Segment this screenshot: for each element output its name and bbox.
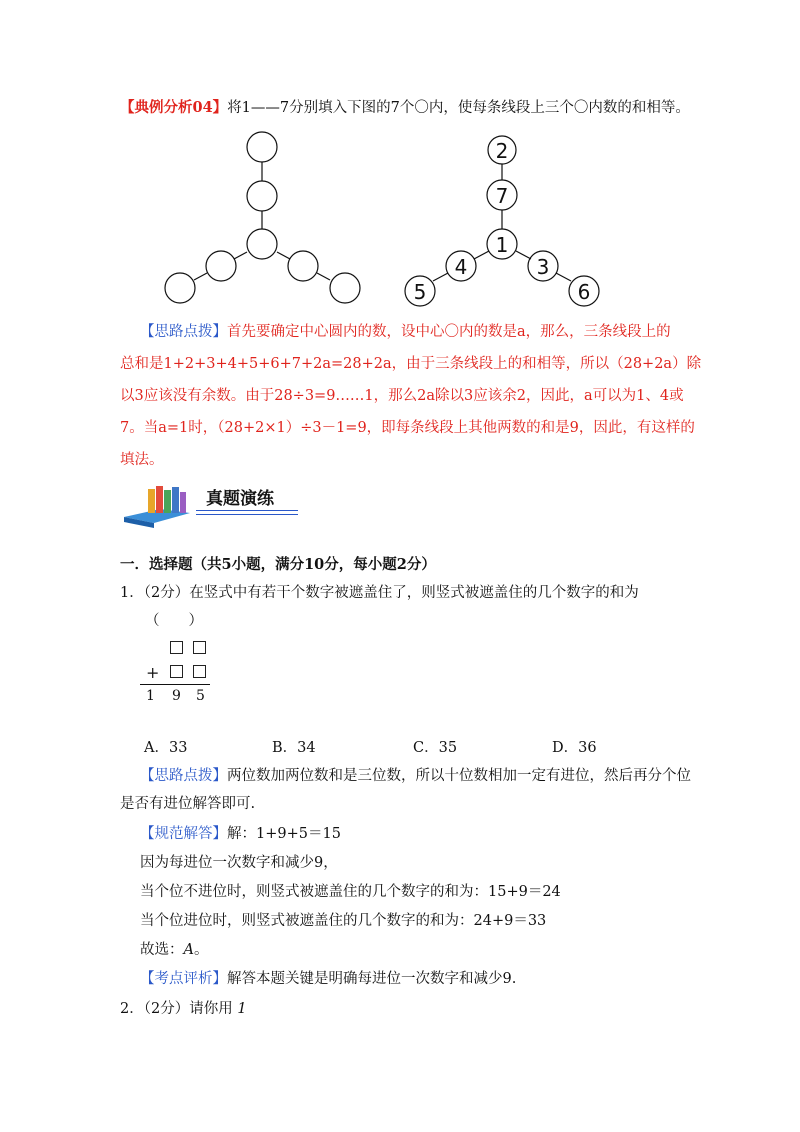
intro-text: 将1——7分别填入下图的7个〇内，使每条线段上三个〇内数的和相等。 <box>227 100 690 116</box>
q1-hint-tag: 【思路点拨】 <box>140 768 227 784</box>
filled-num-left-outer: 5 <box>413 280 427 304</box>
result-digit: 9 <box>172 688 181 704</box>
filled-num-upper: 7 <box>495 184 509 208</box>
banner-underline <box>196 510 298 511</box>
result-digit: 1 <box>146 688 155 704</box>
option-c[interactable]: C．35 <box>413 740 458 756</box>
empty-circle-left-outer <box>165 273 195 303</box>
option-d[interactable]: D．36 <box>552 740 597 756</box>
intro-line <box>120 98 690 118</box>
q1-answer-line3: 当个位不进位时，则竖式被遮盖住的几个数字的和为：15+9＝24 <box>140 884 561 900</box>
covered-digit-box <box>193 641 206 654</box>
empty-circle-upper <box>247 181 277 211</box>
hint-tag: 【思路点拨】 <box>140 324 227 340</box>
star-diagrams <box>150 125 630 315</box>
q1-eval-line: 【考点评析】解答本题关键是明确每进位一次数字和减少9. <box>140 971 517 987</box>
covered-digit-box <box>193 665 206 678</box>
q1-answer-tag: 【规范解答】 <box>140 826 227 842</box>
q1-hint-line2: 是否有进位解答即可. <box>120 796 256 812</box>
filled-num-top: 2 <box>495 139 509 163</box>
covered-digit-box <box>170 641 183 654</box>
hint-line-3: 以3应该没有余数。由于28÷3=9……1，那么2a除以3应该余2，因此，a可以为1、4或 <box>120 388 684 404</box>
empty-circle-top <box>247 132 277 162</box>
q2-stem: 2．（2分）请你用 1 <box>120 1001 247 1017</box>
hint-line-4: 7。当a=1时，（28+2×1）÷3－1=9，即每条线段上其他两数的和是9，因此，有这样的 <box>120 420 695 436</box>
q1-stem-line1: 1．（2分）在竖式中有若干个数字被遮盖住了，则竖式被遮盖住的几个数字的和为 <box>120 585 639 601</box>
intro-tag: 【典例分析04】 <box>120 99 228 116</box>
option-a[interactable]: A．33 <box>144 740 188 756</box>
empty-circle-right-inner <box>288 251 318 281</box>
q1-stem-line2: （ ） <box>145 613 203 629</box>
empty-circle-center <box>247 229 277 259</box>
result-digit: 5 <box>196 688 205 704</box>
hint-line-1: 【思路点拨】首先要确定中心圆内的数，设中心〇内的数是a，那么，三条线段上的 <box>140 324 671 340</box>
part-one-heading: 一．选择题（共5小题，满分10分，每小题2分） <box>120 556 436 573</box>
q1-answer-line5: 故选：A。 <box>140 942 209 958</box>
hint-line-5: 填法。 <box>120 452 164 468</box>
banner-underline-2 <box>196 514 298 515</box>
q1-answer-line4: 当个位进位时，则竖式被遮盖住的几个数字的和为：24+9＝33 <box>140 913 547 929</box>
sum-line <box>140 684 210 685</box>
covered-digit-box <box>170 665 183 678</box>
banner-title: 真题演练 <box>206 489 274 509</box>
option-b[interactable]: B．34 <box>272 740 316 756</box>
empty-circle-right-outer <box>330 273 360 303</box>
q1-answer-line1: 【规范解答】解：1+9+5＝15 <box>140 826 341 842</box>
empty-circle-left-inner <box>206 251 236 281</box>
q1-answer-choice: A <box>183 942 194 958</box>
books-icon <box>120 483 200 529</box>
hint-line-2: 总和是1+2+3+4+5+6+7+2a=28+2a，由于三条线段上的和相等，所以（28+2a）除 <box>120 356 702 372</box>
q1-eval-tag: 【考点评析】 <box>140 971 227 987</box>
q1-hint-line1: 【思路点拨】两位数加两位数和是三位数，所以十位数相加一定有进位，然后再分个位 <box>140 768 691 784</box>
filled-num-right-inner: 3 <box>536 255 550 279</box>
q1-answer-line2: 因为每进位一次数字和减少9， <box>140 855 338 871</box>
filled-num-right-outer: 6 <box>577 280 591 304</box>
plus-sign: + <box>146 663 160 682</box>
filled-num-left-inner: 4 <box>454 255 468 279</box>
filled-num-center: 1 <box>495 233 509 257</box>
